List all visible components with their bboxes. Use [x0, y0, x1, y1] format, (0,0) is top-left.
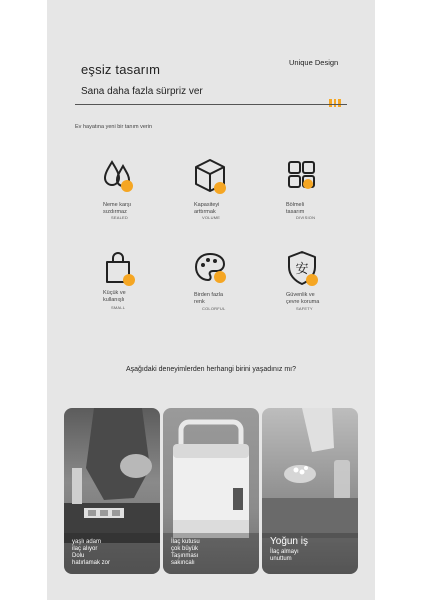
- photo-pill-box: [163, 408, 259, 574]
- cube-icon: [194, 158, 226, 194]
- section-subtitle: Sana daha fazla sürpriz ver: [81, 86, 203, 97]
- water-drops-icon: [103, 158, 135, 194]
- feature-label: Neme karşı sızdırmaz: [103, 202, 132, 215]
- shield-character: 安: [295, 262, 309, 277]
- photo-elderly-man: [64, 408, 160, 574]
- photo-busy-work: [262, 408, 358, 574]
- photo-caption: İlaç almayı unuttum: [270, 549, 299, 562]
- photo-caption-big: Yoğun iş: [270, 536, 308, 547]
- feature-en-label: DIVISION: [296, 215, 316, 220]
- feature-en-label: SMALL: [111, 305, 126, 310]
- feature-en-label: COLORFUL: [202, 306, 226, 311]
- section-title: eşsiz tasarım: [81, 62, 161, 77]
- feature-label: Kapasiteyi arttırmak: [194, 202, 220, 215]
- feature-en-label: SEALED: [111, 215, 128, 220]
- section-tagline: Unique Design: [289, 58, 339, 67]
- photo-caption: yaşlı adam ilaç alıyor Dolu hatırlamak zor: [72, 539, 111, 566]
- accent-bars-icon: [329, 94, 343, 102]
- intro-text: Ev hayatına yeni bir tanım verin: [75, 124, 153, 130]
- feature-en-label: SAFETY: [296, 306, 313, 311]
- feature-en-label: VOLUME: [202, 215, 221, 220]
- shopping-bag-icon: [103, 250, 135, 286]
- palette-icon: [194, 250, 226, 286]
- photo-caption: İlaç kutusu çok büyük Taşınması sakıncalı: [171, 539, 200, 566]
- feature-label: Küçük ve kullanışlı: [103, 290, 126, 303]
- divider: [75, 104, 347, 105]
- feature-label: Birden fazla renk: [194, 292, 224, 305]
- grid-compartments-icon: [286, 158, 318, 194]
- feature-label: Bölmeli tasarım: [286, 202, 305, 215]
- content-panel: [47, 0, 375, 600]
- shield-icon: [286, 250, 318, 286]
- question-text: Aşağıdaki deneyimlerden herhangi birini yaşadınız mı?: [125, 366, 297, 373]
- feature-label: Güvenlik ve çevre koruma: [286, 292, 320, 305]
